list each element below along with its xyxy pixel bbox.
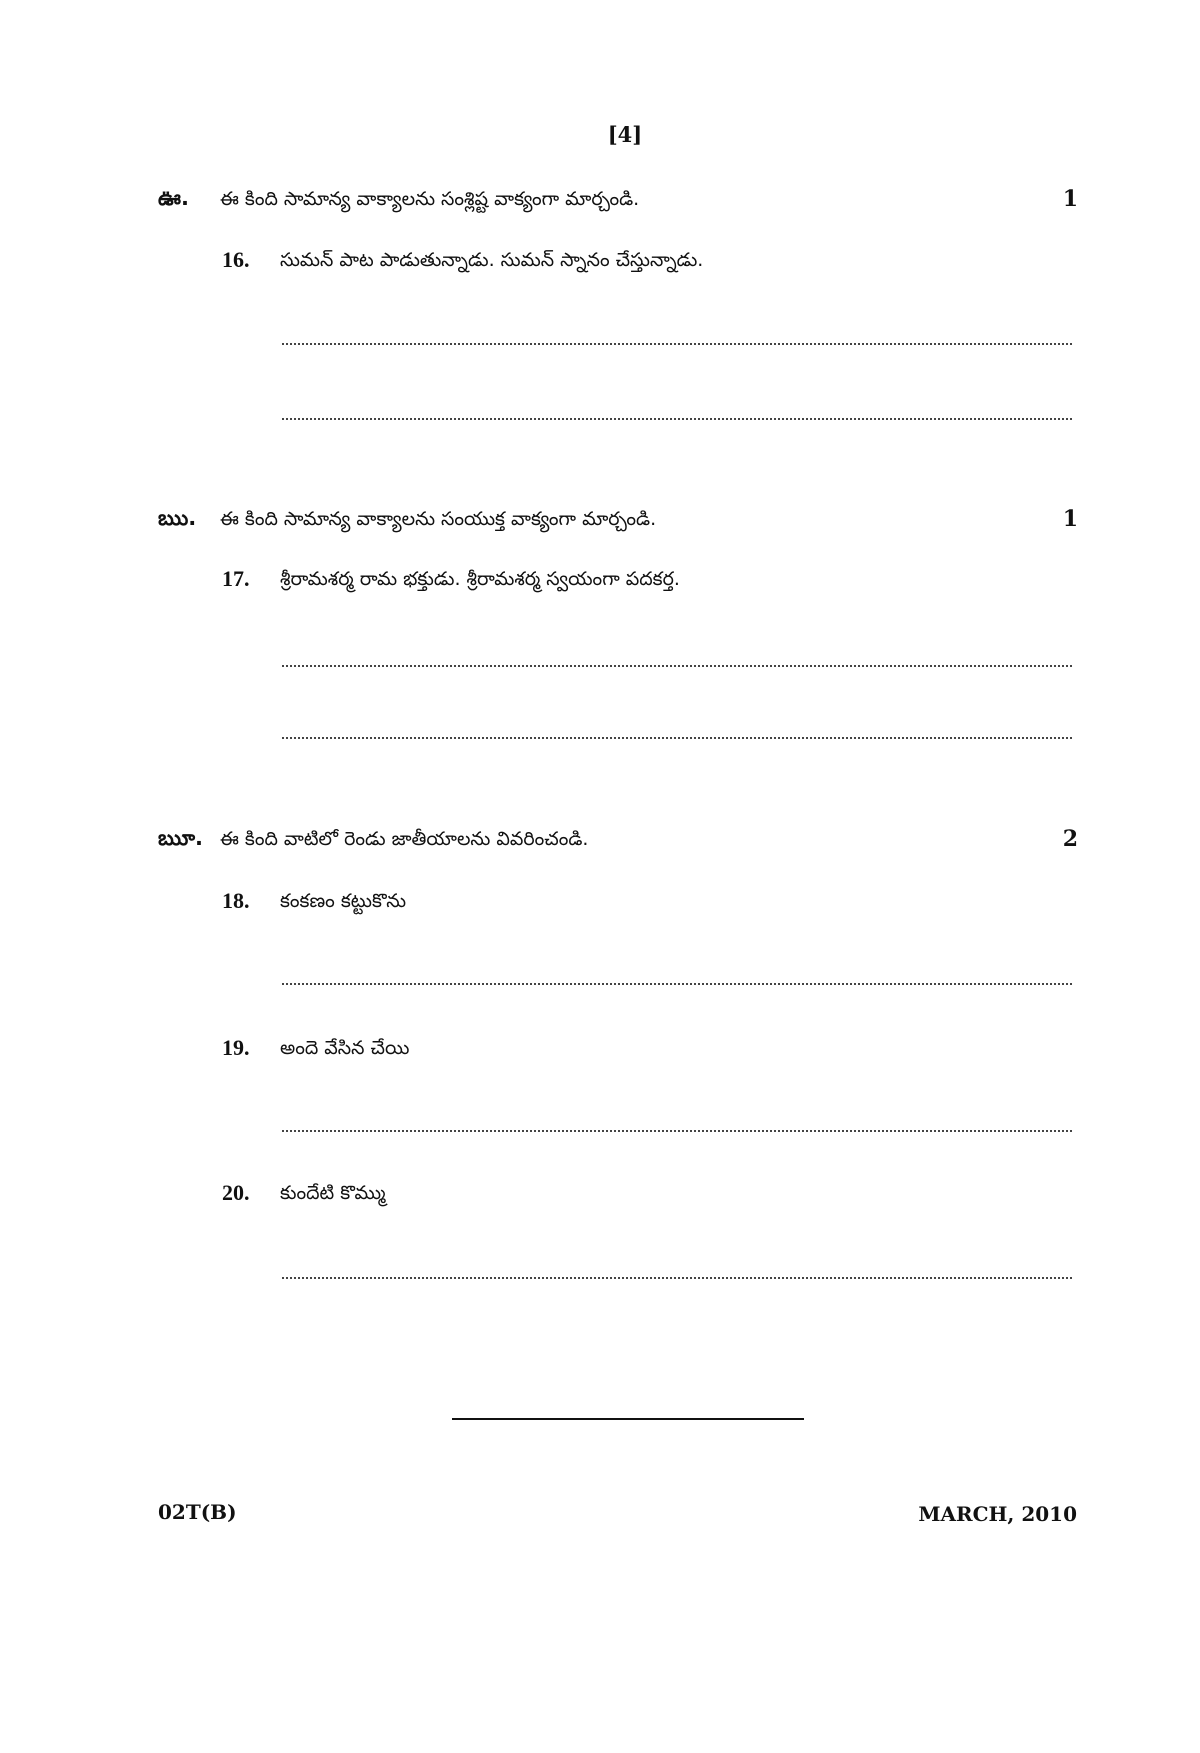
question-text: సుమన్ పాట పాడుతున్నాడు. సుమన్ స్నానం చేస్తున్నాడు. [280,249,704,271]
answer-line[interactable] [282,665,1072,667]
question-item [222,1180,1072,1216]
section-heading [158,506,1078,542]
exam-date: MARCH, 2010 [918,1502,1077,1526]
section-instruction: ఈ కింది వాటిలో రెండు జాతీయాలను వివరించండి. [220,828,589,850]
question-text: అందె వేసిన చేయి [280,1037,410,1059]
question-text: కంకణం కట్టుకొను [280,890,407,912]
page-number: [4] [607,122,643,147]
question-text: శ్రీరామశర్మ రామ భక్తుడు. శ్రీరామశర్మ స్వయంగా పదకర్త. [280,568,680,590]
question-number: 19. [222,1035,250,1060]
question-number: 20. [222,1180,250,1205]
answer-line[interactable] [282,737,1072,739]
section-marks: 1 [1062,506,1078,532]
section-letter: ఊ. [158,186,189,210]
paper-code: 02T(B) [158,1500,237,1524]
question-item [222,888,1072,924]
question-text: కుందేటి కొమ్ము [280,1182,386,1204]
question-item [222,247,1072,283]
answer-line[interactable] [282,1277,1072,1279]
answer-line[interactable] [282,418,1072,420]
question-item [222,566,1072,602]
question-number: 16. [222,247,250,272]
section-instruction: ఈ కింది సామాన్య వాక్యాలను సంశ్లిష్ట వాక్యంగా మార్చండి. [220,188,640,210]
answer-line[interactable] [282,1130,1072,1132]
section-heading [158,826,1078,862]
question-number: 18. [222,888,250,913]
answer-line[interactable] [282,343,1072,345]
section-heading [158,186,1078,222]
section-letter: ౠ. [158,826,204,850]
answer-line[interactable] [282,983,1072,985]
question-number: 17. [222,566,250,591]
end-rule [452,1418,804,1420]
section-instruction: ఈ కింది సామాన్య వాక్యాలను సంయుక్త వాక్యంగా మార్చండి. [220,508,657,530]
question-item [222,1035,1072,1071]
section-letter: ఋ. [158,506,197,530]
section-marks: 2 [1062,826,1078,852]
section-marks: 1 [1062,186,1078,212]
